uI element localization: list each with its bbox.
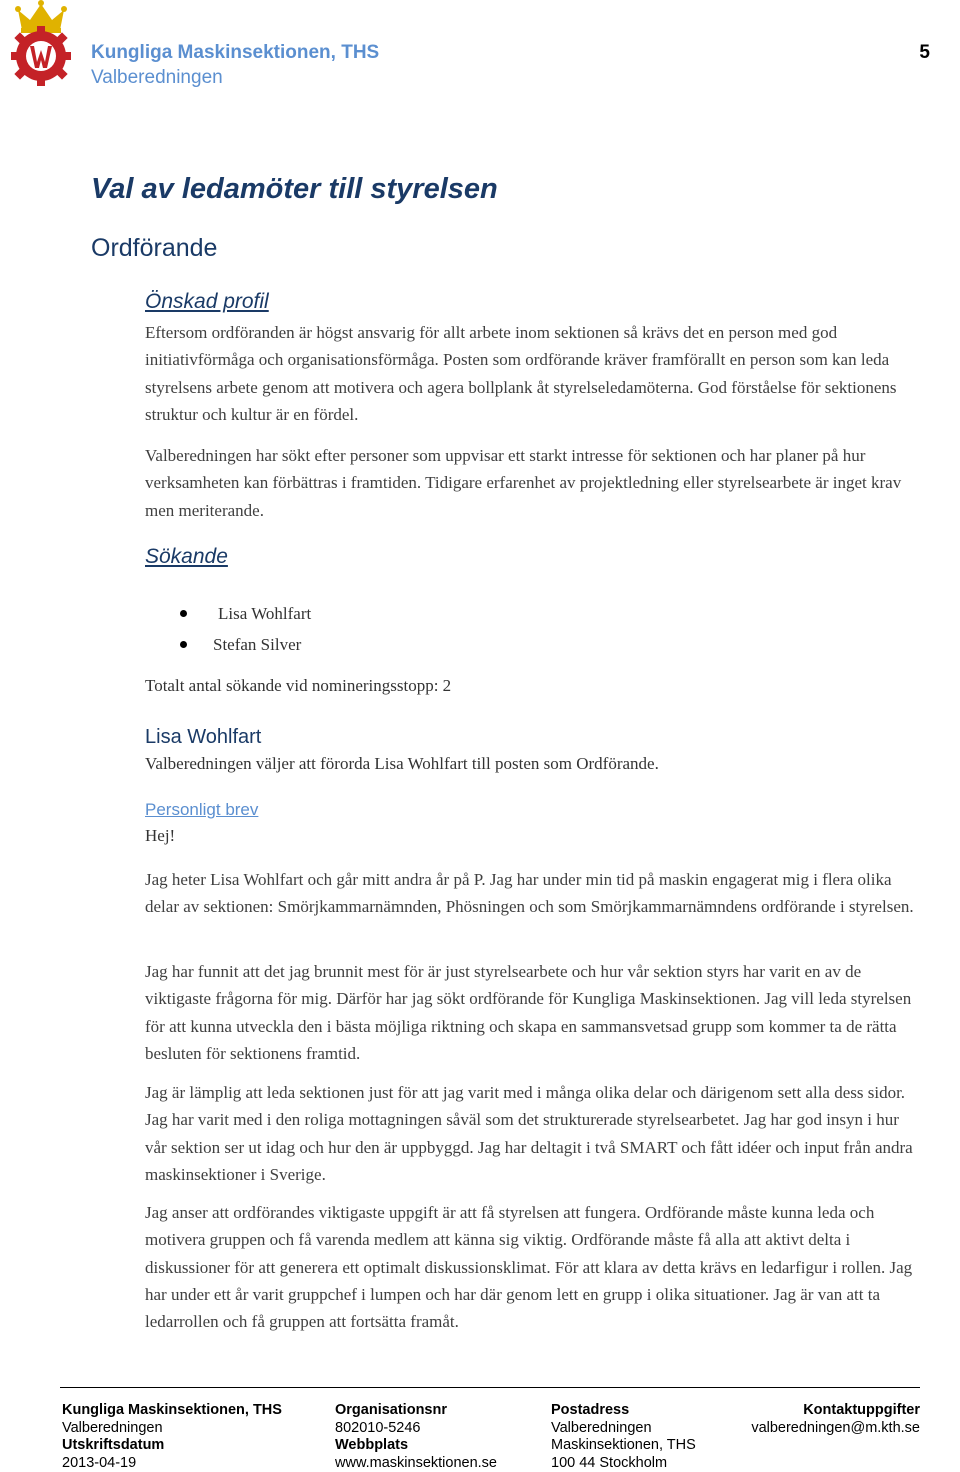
footer-orgnr-label: Organisationsnr: [335, 1402, 447, 1418]
section-title: Ordförande: [91, 234, 218, 262]
list-item: Stefan Silver: [145, 629, 311, 660]
page-title: Val av ledamöter till styrelsen: [91, 173, 498, 205]
profile-heading: Önskad profil: [145, 290, 269, 313]
footer-org-unit: Valberedningen: [62, 1419, 163, 1436]
footer-address-line-2: Maskinsektionen, THS: [551, 1437, 696, 1454]
footer-contact-label: Kontaktuppgifter: [803, 1402, 920, 1418]
profile-paragraph-2: Valberedningen har sökt efter personer som uppvisar ett starkt intresse för sektionen och har planer på hur verksamheten kan förbättras i framtiden. Tidigare erfarenhet av projektledning eller styrelsearbete är inget krav men meriterande.: [145, 446, 902, 520]
candidate-heading: Lisa Wohlfart: [145, 726, 262, 748]
letter-paragraph-2: Jag har funnit att det jag brunnit mest för är just styrelsearbete och hur vår sektion styrs har varit en av de viktigaste frågorna för mig. Därför har jag sökt ordförande för Kungliga Maskinsektionen. Jag vill leda styrelsen för att kunna utveckla den i bästa möjliga riktning och skapa en sammansvetsad grupp som kommer ta de rätta besluten för sektionens framtid.: [145, 962, 912, 1063]
footer-website-label: Webbplats: [335, 1437, 409, 1454]
footer-column-organization: [62, 1402, 282, 1472]
footer-column-orgnr: [335, 1402, 497, 1472]
footer-column-contact: [751, 1402, 920, 1437]
footer-address-line-1: Valberedningen: [551, 1419, 652, 1436]
footer-orgnr: 802010-5246: [335, 1419, 421, 1436]
recommendation-text: Valberedningen väljer att förorda Lisa Wohlfart till posten som Ordförande.: [145, 754, 659, 773]
crown-gear-logo-icon: [0, 0, 82, 86]
list-item: Lisa Wohlfart: [145, 598, 311, 629]
applicants-list: [145, 598, 311, 660]
footer-org-title: Kungliga Maskinsektionen, THS: [62, 1402, 282, 1418]
organization-name: Kungliga Maskinsektionen, THS: [91, 42, 380, 63]
footer-divider: [60, 1387, 920, 1388]
page-number: 5: [919, 42, 930, 63]
total-applicants: Totalt antal sökande vid nomineringsstopp: 2: [145, 676, 452, 695]
applicants-heading: Sökande: [145, 545, 228, 568]
footer-print-date: 2013-04-19: [62, 1454, 137, 1471]
footer-address-line-3: 100 44 Stockholm: [551, 1454, 668, 1471]
letter-paragraph-1: Jag heter Lisa Wohlfart och går mitt andra år på P. Jag har under min tid på maskin engagerat mig i flera olika delar av sektionen: Smörjkammarnämnden, Phösningen och som Smörjkammarnämndens ordförande i styrelsen.: [145, 870, 914, 917]
footer-email-link[interactable]: valberedningen@m.kth.se: [751, 1419, 920, 1436]
footer-column-address: [551, 1402, 696, 1472]
organization-subtitle: Valberedningen: [91, 67, 223, 88]
profile-paragraph-1: Eftersom ordföranden är högst ansvarig för allt arbete inom sektionen så krävs det en person med god initiativförmåga och organisationsförmåga. Posten som ordförande kräver framförallt en person som kan leda styrelsens arbete genom att motivera och agera bollplank åt styrelseledamöterna. God förståelse för sektionens struktur och kultur är en fördel.: [145, 323, 897, 424]
letter-paragraph-4: Jag anser att ordförandes viktigaste uppgift är att få styrelsen att fungera. Ordförande måste kunna leda och motivera gruppen och få varenda medlem att känna sig viktig. Ordförande måste få alla att aktivt delta i diskussioner för att generera ett optimalt diskussionsklimat. För att klara av detta krävs en ledarfigur i rollen. Jag har under ett år varit gruppchef i lumpen och har där genom lett en grupp i olika situationer. Jag är van att ta ledarrollen och få gruppen att fortsätta framåt.: [145, 1203, 913, 1332]
footer-website-link[interactable]: www.maskinsektionen.se: [335, 1454, 497, 1471]
letter-heading: Personligt brev: [145, 800, 259, 819]
footer-address-label: Postadress: [551, 1402, 630, 1418]
footer-print-date-label: Utskriftsdatum: [62, 1437, 165, 1454]
letter-greeting: Hej!: [145, 826, 176, 845]
letter-paragraph-3: Jag är lämplig att leda sektionen just för att jag varit med i många olika delar och därigenom sett alla dess sidor. Jag har varit med i den roliga mottagningen såväl som det strukturerade styrelsearbetet. Jag har god insyn i hur vår sektion ser ut idag och hur den är uppbyggd. Jag har deltagit i två SMART och fått idéer och input från andra maskinsektioner i Sverige.: [145, 1083, 913, 1184]
